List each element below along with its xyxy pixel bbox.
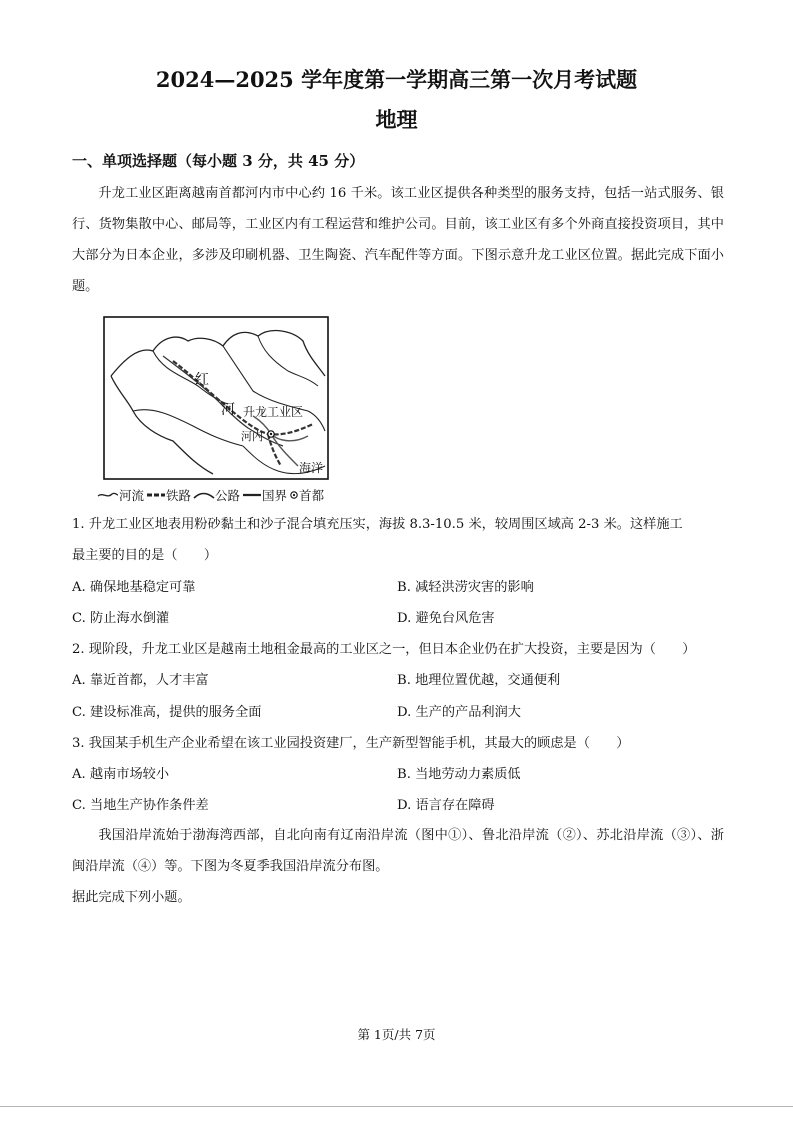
map-label-sea: 海洋 <box>299 461 324 475</box>
map-legend <box>97 486 324 504</box>
bottom-divider <box>0 1106 793 1107</box>
legend-border: 国界 <box>262 488 288 503</box>
section-heading: 一、单项选择题（每小题 3 分，共 45 分） <box>72 152 365 170</box>
question-3-stem: 3. 我国某手机生产企业希望在该工业园投资建厂，生产新型智能手机，其最大的顾虑是（ ） <box>72 736 630 751</box>
location-map <box>103 316 329 480</box>
q3-option-b[interactable]: B. 当地劳动力素质低 <box>397 767 521 782</box>
question-2-stem: 2. 现阶段，升龙工业区是越南土地租金最高的工业区之一，但日本企业仍在扩大投资，主要是因为（ ） <box>72 642 696 657</box>
exam-title: 2024—2025 学年度第一学期高三第一次月考试题 <box>155 67 638 92</box>
q2-option-b[interactable]: B. 地理位置优越，交通便利 <box>397 673 561 688</box>
q1-option-c[interactable]: C. 防止海水倒灌 <box>72 611 170 626</box>
q2-option-d[interactable]: D. 生产的产品利润大 <box>397 705 521 720</box>
question-1-stem-cont: 最主要的目的是（ ） <box>72 548 218 563</box>
passage-2-end: 据此完成下列小题。 <box>72 890 191 905</box>
legend-river: 河流 <box>97 486 144 504</box>
page-footer: 第 1页/共 7页 <box>357 1027 436 1042</box>
q3-option-a[interactable]: A. 越南市场较小 <box>72 767 170 782</box>
q3-option-c[interactable]: C. 当地生产协作条件差 <box>72 798 209 813</box>
q1-option-a[interactable]: A. 确保地基稳定可靠 <box>72 580 196 595</box>
passage-2: 我国沿岸流始于渤海湾西部，自北向南有辽南沿岸流（图中①）、鲁北沿岸流（②）、苏北沿岸流（③）、浙闽沿岸流（④）等。下图为冬夏季我国沿岸流分布图。 <box>72 828 724 874</box>
q1-option-b[interactable]: B. 减轻洪涝灾害的影响 <box>397 580 534 595</box>
map-label-river: 河 <box>221 402 235 418</box>
subject-title: 地理 <box>375 107 418 132</box>
legend-rail: 铁路 <box>166 488 192 503</box>
q2-option-a[interactable]: A. 靠近首都，人才丰富 <box>72 673 209 688</box>
legend-road: 公路 <box>193 486 240 504</box>
legend-capital: 首都 <box>289 486 324 504</box>
map-label-hanoi: 河内 <box>241 430 263 443</box>
q1-option-d[interactable]: D. 避免台风危害 <box>397 611 495 626</box>
map-label-red: 红 <box>195 372 209 388</box>
q2-option-c[interactable]: C. 建设标准高，提供的服务全面 <box>72 705 262 720</box>
question-1-stem: 1. 升龙工业区地表用粉砂黏土和沙子混合填充压实，海拔 8.3-10.5 米，较周围区域高 2-3 米。这样施工 <box>72 517 683 532</box>
map-label-zone: 升龙工业区 <box>243 405 304 419</box>
passage-1: 升龙工业区距离越南首都河内市中心约 16 千米。该工业区提供各种类型的服务支持，包括一站式服务、银行、货物集散中心、邮局等，工业区内有工程运营和维护公司。目前，该工业区有多个外商直接投资项目，其中大部分为日本企业，多涉及印刷机器、卫生陶瓷、汽车配件等方面。下图示意升龙工业区位置。据此完成下面小题。 <box>72 186 724 294</box>
q3-option-d[interactable]: D. 语言存在障碍 <box>397 798 495 813</box>
